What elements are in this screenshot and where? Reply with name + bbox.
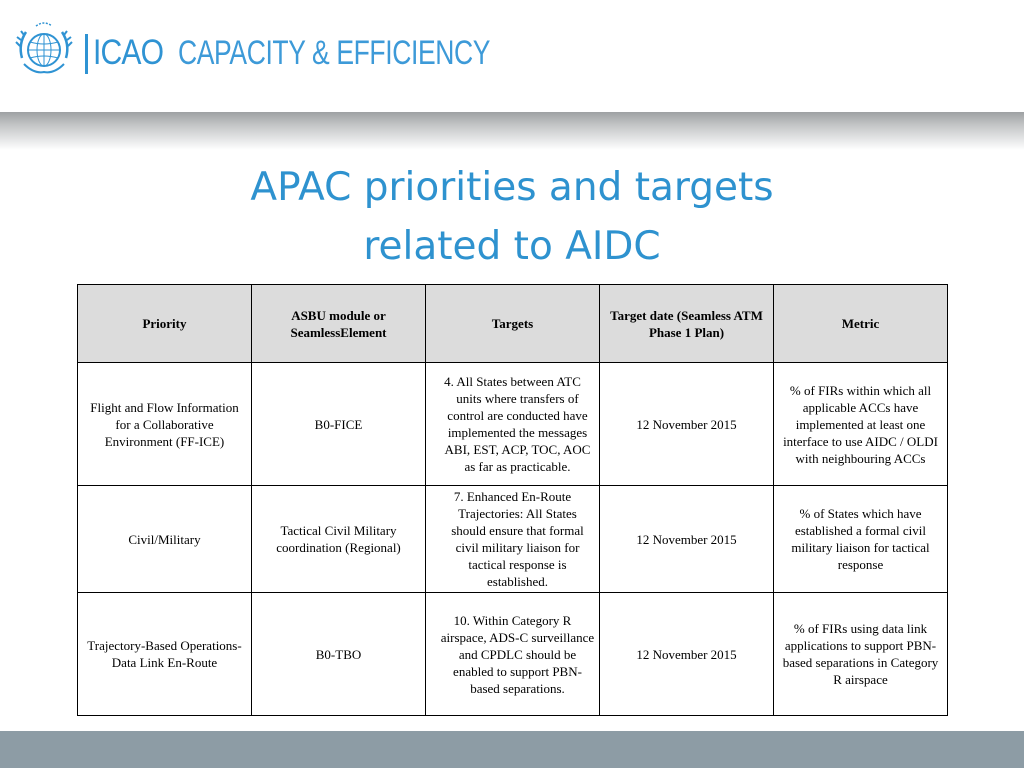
cell-priority: Civil/Military (78, 486, 252, 593)
cell-asbu-module: B0-FICE (252, 363, 426, 486)
cell-target-date: 12 November 2015 (600, 486, 774, 593)
header-asbu-module: ASBU module or SeamlessElement (252, 285, 426, 363)
table-row (78, 486, 948, 593)
cell-target (426, 363, 600, 486)
cell-target-date: 12 November 2015 (600, 593, 774, 716)
slide-title-line-1: APAC priorities and targets (250, 165, 774, 210)
cell-target (426, 593, 600, 716)
header-priority: Priority (78, 285, 252, 363)
cell-target-text: 10. Within Category R airspace, ADS-C surveillance and CPDLC should be enabled to support PBN-based separations. (440, 612, 595, 696)
footer-bar (0, 731, 1024, 768)
cell-priority: Flight and Flow Information for a Collaborative Environment (FF-ICE) (78, 363, 252, 486)
header-targets: Targets (426, 285, 600, 363)
brand-name: ICAO (93, 33, 164, 72)
table-row (78, 363, 948, 486)
priorities-table (77, 284, 948, 716)
cell-metric: % of FIRs within which all applicable ACCs have implemented at least one interface to use AIDC / OLDI with neighbouring ACCs (774, 363, 948, 486)
cell-target-text: 4. All States between ATC units where transfers of control are conducted have implemented the messages ABI, EST, ACP, TOC, AOC as far as practicable. (444, 374, 591, 474)
cell-target-date: 12 November 2015 (600, 363, 774, 486)
cell-target (426, 486, 600, 593)
cell-metric: % of States which have established a formal civil military liaison for tactical response (774, 486, 948, 593)
header-target-date: Target date (Seamless ATM Phase 1 Plan) (600, 285, 774, 363)
icao-emblem-icon (14, 20, 74, 82)
slide-title-line-2: related to AIDC (363, 224, 661, 269)
section-title: CAPACITY & EFFICIENCY (178, 34, 491, 72)
table-header-row (78, 285, 948, 363)
header-metric: Metric (774, 285, 948, 363)
cell-priority: Trajectory-Based Operations-Data Link En-Route (78, 593, 252, 716)
slide-title (0, 158, 1024, 276)
slide-header (0, 0, 1024, 112)
cell-metric: % of FIRs using data link applications to support PBN-based separations in Category R airspace (774, 593, 948, 716)
cell-asbu-module: B0-TBO (252, 593, 426, 716)
cell-target-text: 7. Enhanced En-Route Trajectories: All States should ensure that formal civil military liaison for tactical response is established. (451, 489, 584, 589)
cell-asbu-module: Tactical Civil Military coordination (Regional) (252, 486, 426, 593)
header-shadow-band (0, 112, 1024, 150)
table-row (78, 593, 948, 716)
brand-separator (85, 34, 88, 74)
